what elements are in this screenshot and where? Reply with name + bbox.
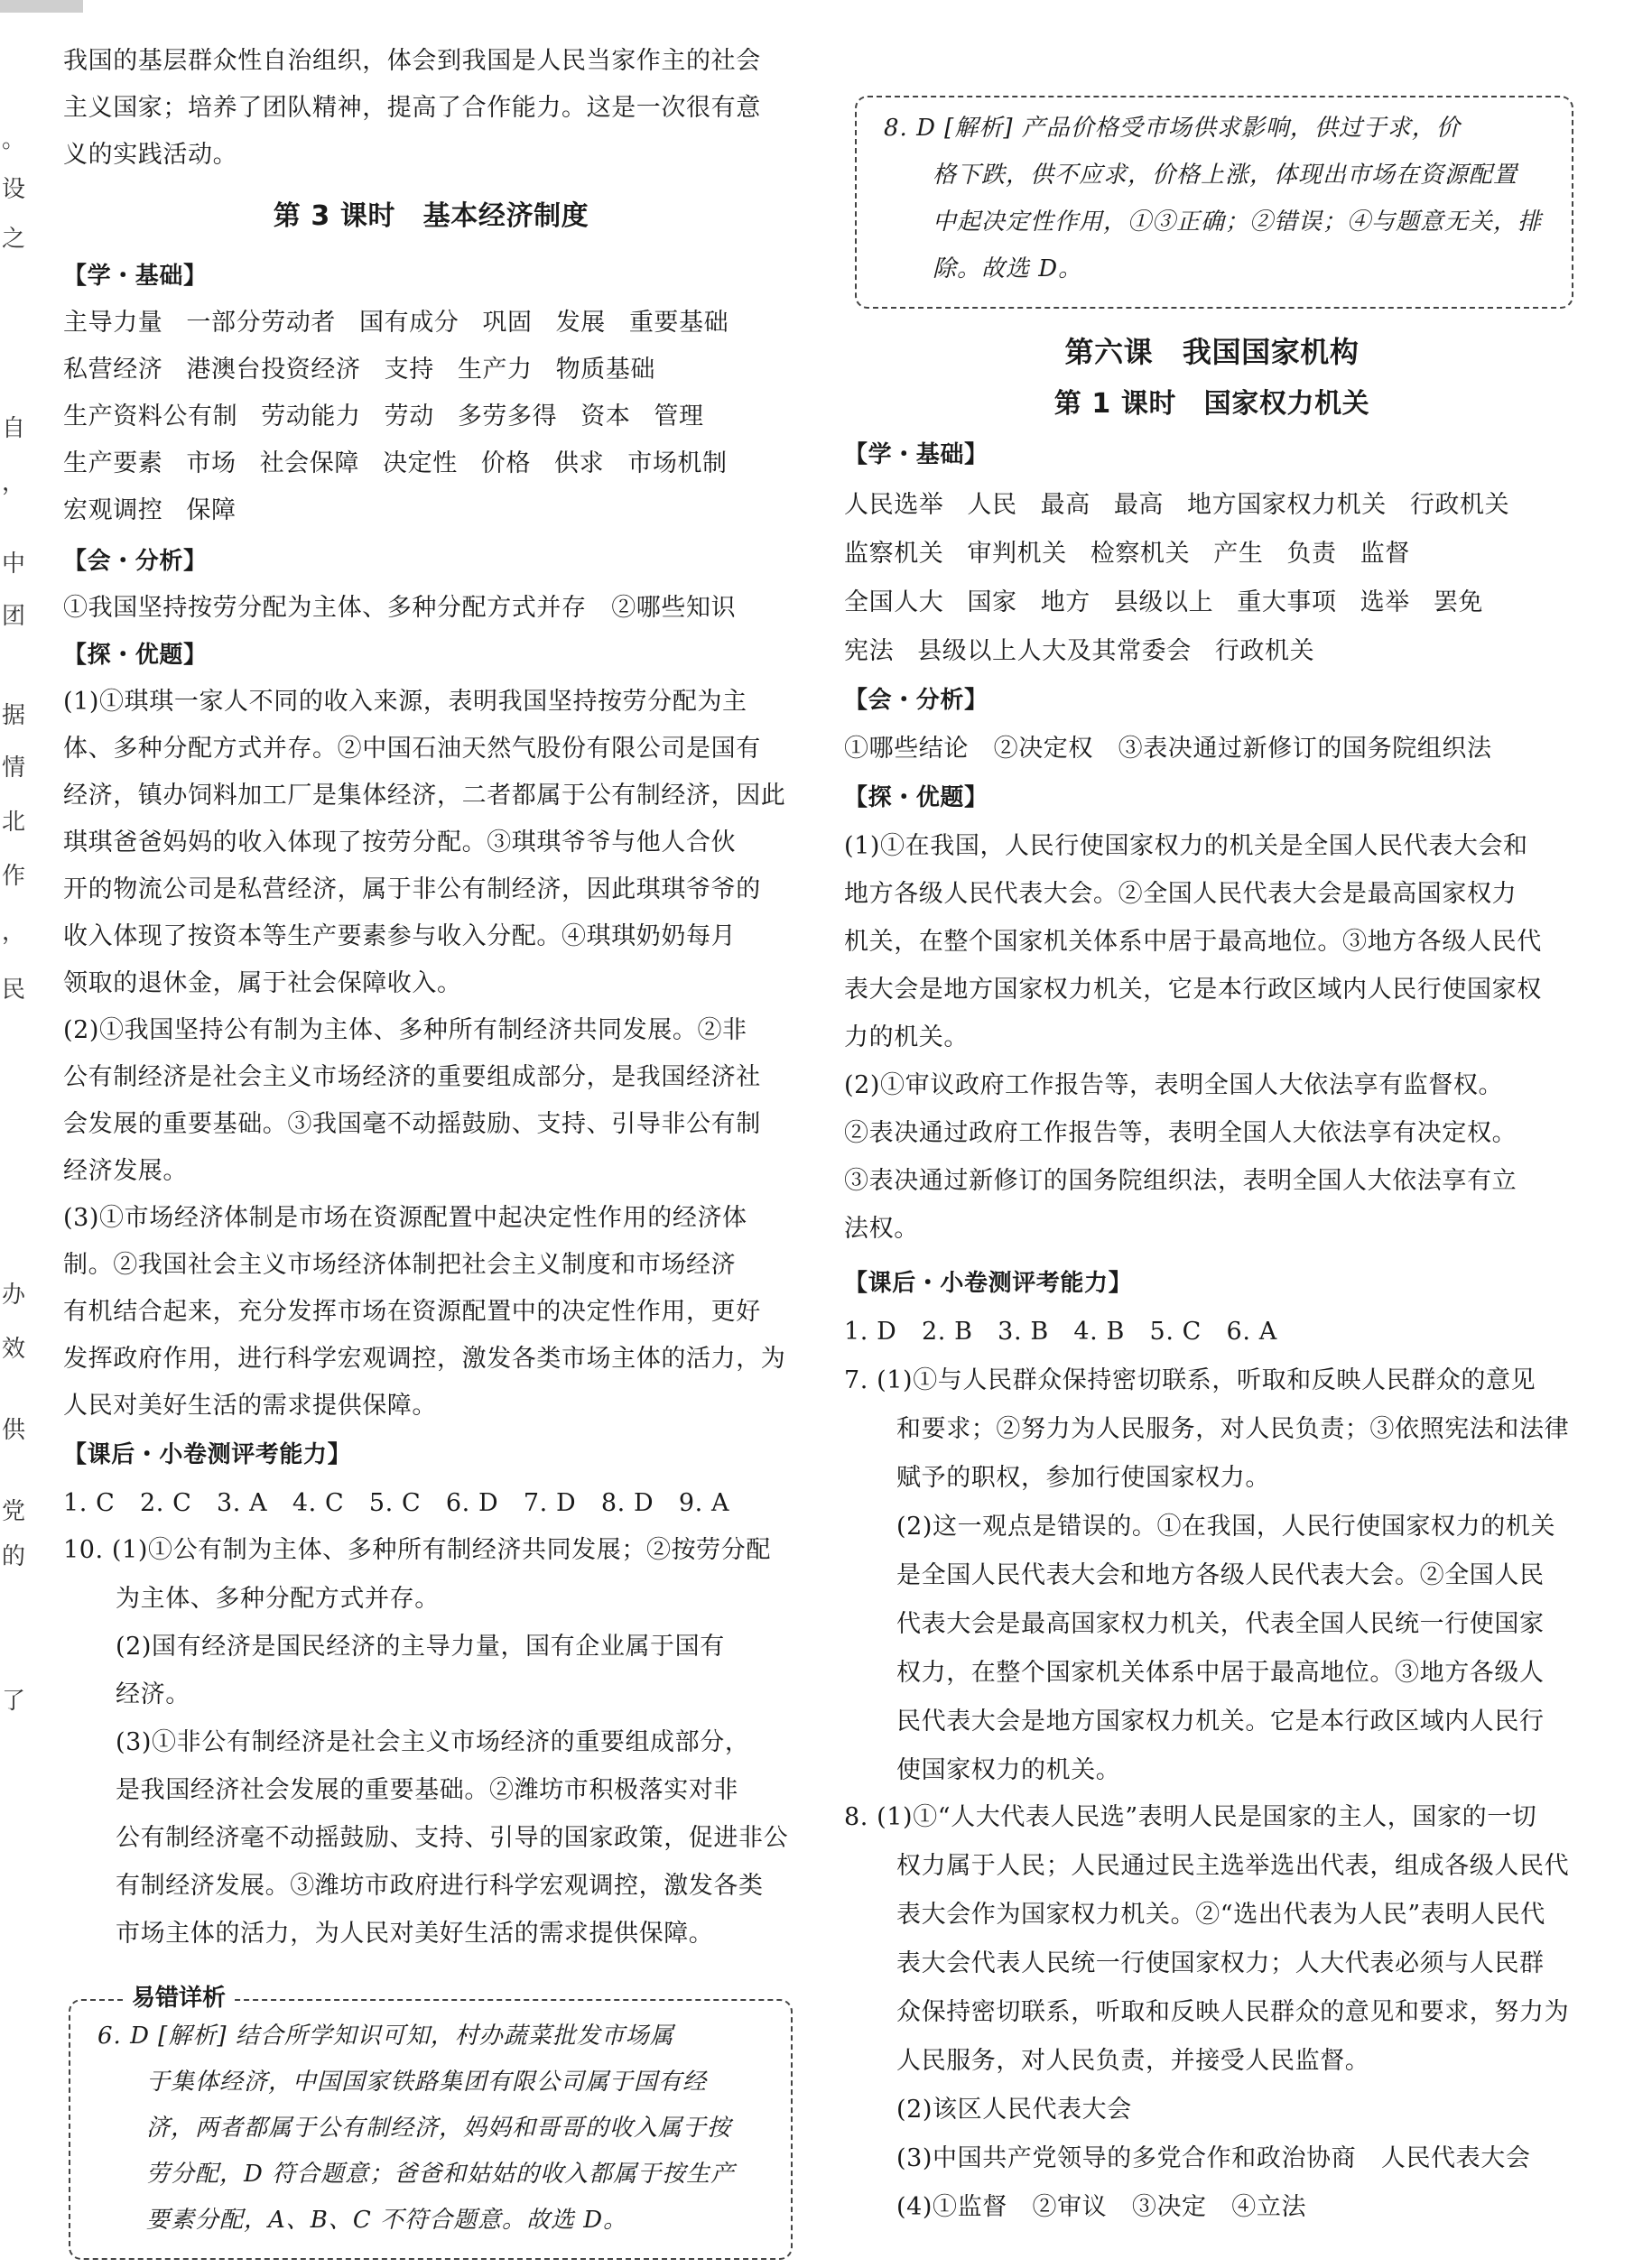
analysis-line: 除。故选 D。 xyxy=(933,255,1083,282)
term: 人民选举 xyxy=(844,491,944,519)
lesson-title: 第 3 课时 基本经济制度 xyxy=(273,200,589,232)
term: 决定性 xyxy=(383,449,458,477)
edge-char: 设 xyxy=(2,176,26,203)
tan-answer-line: 人民对美好生活的需求提供保障。 xyxy=(63,1392,437,1420)
edge-char: 之 xyxy=(2,226,26,253)
term: 宪法 xyxy=(844,637,895,665)
tan-answer-line: 公有制经济是社会主义市场经济的重要组成部分，是我国经济社 xyxy=(63,1063,761,1091)
tan-answer-line: 地方各级人民代表大会。②全国人民代表大会是最高国家权力 xyxy=(844,880,1517,908)
term: 检察机关 xyxy=(1090,540,1191,568)
q8-answer-line: (4)①监督 ②审议 ③决定 ④立法 xyxy=(896,2193,1307,2221)
tan-answer-line: (1)①琪琪一家人不同的收入来源，表明我国坚持按劳分配为主 xyxy=(63,688,747,716)
term: 县级以上 xyxy=(1113,588,1214,616)
tan-answer-line: 经济，镇办饲料加工厂是集体经济，二者都属于公有制经济，因此 xyxy=(63,782,786,810)
term: 最高 xyxy=(1040,491,1091,519)
tan-answer-line: (1)①在我国，人民行使国家权力的机关是全国人民代表大会和 xyxy=(844,832,1528,860)
q7-answer-line: 7. (1)①与人民群众保持密切联系，听取和反映人民群众的意见 xyxy=(844,1366,1536,1394)
term: 国有成分 xyxy=(359,309,459,337)
term: 主导力量 xyxy=(63,309,163,337)
term: 物质基础 xyxy=(555,356,656,384)
term-row xyxy=(63,493,260,529)
tan-answer-line: 开的物流公司是私营经济，属于非公有制经济，因此琪琪爷爷的 xyxy=(63,875,761,903)
tan-answer-line: (2)①我国坚持公有制为主体、多种所有制经济共同发展。②非 xyxy=(63,1016,747,1044)
term: 巩固 xyxy=(482,309,533,337)
term: 劳动能力 xyxy=(261,403,361,430)
analysis-line: 中起决定性作用，①③正确；②错误；④与题意无关，排 xyxy=(933,208,1543,236)
edge-char: 。 xyxy=(2,126,26,153)
q10-answer-line: 10. (1)①公有制为主体、多种所有制经济共同发展；②按劳分配 xyxy=(63,1536,771,1564)
term-row xyxy=(844,585,1507,621)
edge-char: 的 xyxy=(2,1543,26,1570)
q10-answer-line: 为主体、多种分配方式并存。 xyxy=(116,1585,440,1613)
tan-answer-line: ②表决通过政府工作报告等，表明全国人大依法享有决定权。 xyxy=(844,1119,1517,1147)
q10-answer-line: (3)①非公有制经济是社会主义市场经济的重要组成部分， xyxy=(116,1728,750,1756)
error-analysis-line: 济，两者都属于公有制经济，妈妈和哥哥的收入属于按 xyxy=(146,2115,732,2142)
error-analysis-line: 6. D [解析] 结合所学知识可知，村办蔬菜批发市场属 xyxy=(97,2023,674,2050)
term: 生产资料公有制 xyxy=(63,403,238,430)
edge-char: 团 xyxy=(2,603,26,630)
error-analysis-line: 于集体经济，中国国家铁路集团有限公司属于国有经 xyxy=(146,2069,708,2096)
edge-char: 情 xyxy=(2,754,26,782)
intro-line: 主义国家；培养了团队精神，提高了合作能力。这是一次很有意 xyxy=(63,94,761,122)
hui-answer: ①我国坚持按劳分配为主体、多种分配方式并存 ②哪些知识 xyxy=(63,594,737,622)
tan-answer-line: ③表决通过新修订的国务院组织法，表明全国人大依法享有立 xyxy=(844,1167,1517,1195)
term: 供求 xyxy=(554,449,605,477)
q7-answer-line: (2)这一观点是错误的。①在我国，人民行使国家权力的机关 xyxy=(896,1513,1556,1541)
q10-answer-line: 经济。 xyxy=(116,1680,190,1708)
term: 产生 xyxy=(1213,540,1264,568)
tan-answer-line: 领取的退休金，属于社会保障收入。 xyxy=(63,969,462,997)
term: 全国人大 xyxy=(844,588,944,616)
q10-answer-line: 是我国经济社会发展的重要基础。②潍坊市积极落实对非 xyxy=(116,1776,738,1804)
section-heading-hui: 【会・分析】 xyxy=(844,687,988,714)
edge-char: 据 xyxy=(2,702,26,729)
term: 选举 xyxy=(1360,588,1410,616)
term: 县级以上人大及其常委会 xyxy=(917,637,1192,665)
edge-char: 北 xyxy=(2,809,26,836)
lesson-title: 第 1 课时 国家权力机关 xyxy=(1053,388,1370,420)
section-heading-xue: 【学・基础】 xyxy=(844,441,988,468)
term: 劳动 xyxy=(384,403,434,430)
term: 管理 xyxy=(654,403,704,430)
term: 地方 xyxy=(1040,588,1091,616)
q7-answer-line: 赋予的职权，参加行使国家权力。 xyxy=(896,1464,1270,1492)
q7-answer-line: 民代表大会是地方国家权力机关。它是本行政区域内人民行 xyxy=(896,1708,1545,1736)
term-row xyxy=(63,305,752,341)
term-row xyxy=(844,487,1533,523)
q8-answer-line: (3)中国共产党领导的多党合作和政治协商 人民代表大会 xyxy=(896,2144,1531,2172)
error-analysis-label: 易错详析 xyxy=(123,1983,235,2013)
tan-answer-line: 有机结合起来，充分发挥市场在资源配置中的决定性作用，更好 xyxy=(63,1298,761,1326)
term: 罢免 xyxy=(1433,588,1484,616)
term: 保障 xyxy=(186,496,237,524)
left-edge-fragments xyxy=(0,0,31,2268)
q7-answer-line: 使国家权力的机关。 xyxy=(896,1756,1121,1784)
term: 生产要素 xyxy=(63,449,163,477)
edge-char: ， xyxy=(2,469,26,496)
tan-answer-line: 会发展的重要基础。③我国毫不动摇鼓励、支持、引导非公有制 xyxy=(63,1110,761,1138)
tan-answer-line: 法权。 xyxy=(844,1215,919,1243)
term: 发展 xyxy=(555,309,606,337)
term: 监督 xyxy=(1360,540,1410,568)
edge-char: 效 xyxy=(2,1336,26,1363)
term: 监察机关 xyxy=(844,540,944,568)
term: 宏观调控 xyxy=(63,496,163,524)
term: 行政机关 xyxy=(1409,491,1510,519)
term-row xyxy=(63,399,728,435)
tan-answer-line: 收入体现了按资本等生产要素参与收入分配。④琪琪奶奶每月 xyxy=(63,922,737,950)
q8-answer-line: 权力属于人民；人民通过民主选举选出代表，组成各级人民代 xyxy=(896,1852,1570,1880)
q8-answer-line: 人民服务，对人民负责，并接受人民监督。 xyxy=(896,2047,1370,2075)
q10-answer-line: (2)国有经济是国民经济的主导力量，国有企业属于国有 xyxy=(116,1633,725,1661)
term: 负责 xyxy=(1286,540,1337,568)
term-row xyxy=(63,352,679,388)
q8-answer-line: 众保持密切联系，听取和反映人民群众的意见和要求，努力为 xyxy=(896,1998,1570,2026)
term: 支持 xyxy=(384,356,434,384)
term: 港澳台投资经济 xyxy=(186,356,361,384)
edge-char: 中 xyxy=(2,551,26,578)
tan-answer-line: (2)①审议政府工作报告等，表明全国人大依法享有监督权。 xyxy=(844,1071,1504,1099)
q7-answer-line: 和要求；②努力为人民服务，对人民负责；③依照宪法和法律 xyxy=(896,1415,1570,1443)
section-heading-tan: 【探・优题】 xyxy=(63,642,208,669)
term: 行政机关 xyxy=(1214,637,1315,665)
term: 重要基础 xyxy=(628,309,729,337)
q10-answer-line: 公有制经济毫不动摇鼓励、支持、引导的国家政策，促进非公 xyxy=(116,1824,789,1852)
term: 审判机关 xyxy=(967,540,1067,568)
term: 私营经济 xyxy=(63,356,163,384)
tan-answer-line: 体、多种分配方式并存。②中国石油天然气股份有限公司是国有 xyxy=(63,735,761,763)
edge-char: 办 xyxy=(2,1282,26,1309)
term: 重大事项 xyxy=(1237,588,1337,616)
q8-answer-line: 表大会作为国家权力机关。②“选出代表为人民”表明人民代 xyxy=(896,1901,1545,1929)
section-heading-xue: 【学・基础】 xyxy=(63,263,208,290)
term-row xyxy=(844,634,1338,670)
q10-answer-line: 市场主体的活力，为人民对美好生活的需求提供保障。 xyxy=(116,1920,714,1948)
analysis-line: 格下跌，供不应求，价格上涨，体现出市场在资源配置 xyxy=(933,162,1518,189)
tan-answer-line: 制。②我国社会主义市场经济体制把社会主义制度和市场经济 xyxy=(63,1251,737,1279)
q8-answer-line: 8. (1)①“人大代表人民选”表明人民是国家的主人，国家的一切 xyxy=(844,1803,1537,1831)
edge-char: 了 xyxy=(2,1688,26,1715)
q7-answer-line: 代表大会是最高国家权力机关，代表全国人民统一行使国家 xyxy=(896,1610,1545,1638)
term: 多劳多得 xyxy=(457,403,558,430)
tan-answer-line: 力的机关。 xyxy=(844,1023,969,1051)
edge-char: 党 xyxy=(2,1498,26,1525)
unit-title: 第六课 我国国家机构 xyxy=(1064,335,1360,369)
tan-answer-line: (3)①市场经济体制是市场在资源配置中起决定性作用的经济体 xyxy=(63,1204,747,1232)
tan-answer-line: 经济发展。 xyxy=(63,1157,188,1185)
section-heading-hui: 【会・分析】 xyxy=(63,548,208,575)
term: 最高 xyxy=(1113,491,1165,519)
intro-line: 我国的基层群众性自治组织，体会到我国是人民当家作主的社会 xyxy=(63,47,761,75)
term: 一部分劳动者 xyxy=(186,309,337,337)
tan-answer-line: 琪琪爸爸妈妈的收入体现了按劳分配。③琪琪爷爷与他人合伙 xyxy=(63,829,737,856)
term: 地方国家权力机关 xyxy=(1187,491,1387,519)
error-analysis-line: 要素分配，A、B、C 不符合题意。故选 D。 xyxy=(146,2207,628,2234)
q8-answer-line: 表大会代表人民统一行使国家权力；人大代表必须与人民群 xyxy=(896,1949,1545,1977)
term: 市场机制 xyxy=(627,449,728,477)
tan-answer-line: 发挥政府作用，进行科学宏观调控，激发各类市场主体的活力，为 xyxy=(63,1345,786,1373)
edge-char: ， xyxy=(2,919,26,946)
term: 社会保障 xyxy=(259,449,360,477)
term-row xyxy=(63,446,751,482)
multiple-choice-answers: 1. C 2. C 3. A 4. C 5. C 6. D 7. D 8. D 9. A xyxy=(63,1489,730,1517)
term: 人民 xyxy=(967,491,1017,519)
q10-answer-line: 有制经济发展。③潍坊市政府进行科学宏观调控，激发各类 xyxy=(116,1872,764,1900)
q7-answer-line: 权力，在整个国家机关体系中居于最高地位。③地方各级人 xyxy=(896,1659,1545,1687)
multiple-choice-answers: 1. D 2. B 3. B 4. B 5. C 6. A xyxy=(844,1318,1277,1346)
edge-char: 供 xyxy=(2,1417,26,1444)
q7-answer-line: 是全国人民代表大会和地方各级人民代表大会。②全国人民 xyxy=(896,1561,1545,1589)
edge-char: 自 xyxy=(2,415,26,442)
term-row xyxy=(844,536,1434,572)
term: 资本 xyxy=(580,403,631,430)
hui-answer: ①哪些结论 ②决定权 ③表决通过新修订的国务院组织法 xyxy=(844,735,1492,763)
analysis-line: 8. D [解析] 产品价格受市场供求影响，供过于求，价 xyxy=(884,115,1461,142)
edge-char: 民 xyxy=(2,977,26,1004)
term: 生产力 xyxy=(457,356,533,384)
section-heading-kehou: 【课后・小卷测评考能力】 xyxy=(844,1270,1133,1297)
edge-char: 作 xyxy=(2,863,26,890)
error-analysis-line: 劳分配，D 符合题意；爸爸和姑姑的收入都属于按生产 xyxy=(146,2161,736,2188)
term: 国家 xyxy=(967,588,1017,616)
tan-answer-line: 机关，在整个国家机关体系中居于最高地位。③地方各级人民代 xyxy=(844,928,1542,956)
intro-line: 义的实践活动。 xyxy=(63,141,238,169)
section-heading-tan: 【探・优题】 xyxy=(844,784,988,811)
section-heading-kehou: 【课后・小卷测评考能力】 xyxy=(63,1441,352,1468)
term: 价格 xyxy=(480,449,532,477)
term: 市场 xyxy=(186,449,237,477)
tan-answer-line: 表大会是地方国家权力机关，它是本行政区域内人民行使国家权 xyxy=(844,976,1542,1004)
q8-answer-line: (2)该区人民代表大会 xyxy=(896,2096,1132,2124)
